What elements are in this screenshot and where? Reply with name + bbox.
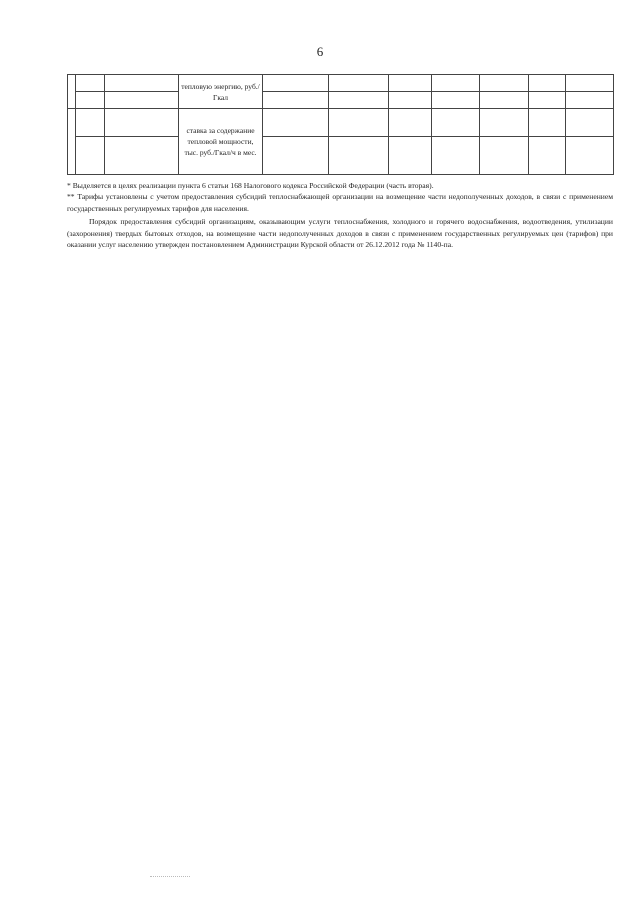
table-cell [432,137,480,175]
table-cell [566,75,614,92]
table-cell [432,75,480,92]
table-cell [389,109,432,137]
table-cell [529,75,566,92]
table-cell [263,92,329,109]
row-label-heat-energy: тепловую энергию, руб./Гкал [179,75,263,109]
table-cell [389,75,432,92]
table-cell [480,109,529,137]
footnote-vat: * Выделяется в целях реализации пункта 6 статьи 168 Налогового кодекса Российской Федерации (часть вторая). [67,181,434,190]
table-cell [566,109,614,137]
table-cell [76,92,105,109]
table-cell [480,75,529,92]
table-cell [263,75,329,92]
table-cell [480,92,529,109]
table-cell [529,109,566,137]
table-cell [105,92,179,109]
table-cell [529,137,566,175]
table-cell [263,137,329,175]
scan-artifact-line [150,876,190,878]
table-cell [105,75,179,92]
table-cell [105,109,179,137]
table-cell [329,75,389,92]
table-row [68,109,614,137]
table-cell [105,137,179,175]
table-row [68,75,614,92]
table-cell [329,137,389,175]
table-cell [566,137,614,175]
table-cell [329,92,389,109]
table-cell [68,75,76,109]
table-cell [76,75,105,92]
table-cell [68,109,76,175]
table-cell [76,109,105,137]
table-cell [432,92,480,109]
page-number: 6 [316,44,324,59]
table-row [68,92,614,109]
table-cell [566,92,614,109]
table-cell [263,109,329,137]
subsidy-procedure-paragraph: Порядок предоставления субсидий организациям, оказывающим услуги теплоснабжения, холодного и горячего водоснабжения, водоотведения, утилизации (захоронения) твердых бытовых отходов, на возмещение части недополученных доходов в связи с применением государственных регулируемых цен (тарифов) при оказании услуг населению утвержден постановлением Администрации Курской области от 26.12.2012 года № 1140-па. [67,217,613,250]
tariff-table [67,74,614,175]
table-cell [432,109,480,137]
table-cell [76,137,105,175]
notes-block [67,180,613,250]
table-cell [529,92,566,109]
table-cell [480,137,529,175]
table-cell [389,92,432,109]
table-row [68,137,614,175]
table-cell [329,109,389,137]
footnote-subsidy: ** Тарифы установлены с учетом предоставления субсидий теплоснабжающей организации на возмещение части недополученных доходов, в связи с применением государственных регулируемых тарифов для населения. [67,192,613,213]
table-cell [389,137,432,175]
row-label-capacity-rate: ставка за содержание тепловой мощности, тыс. руб./Гкал/ч в мес. [179,109,263,175]
